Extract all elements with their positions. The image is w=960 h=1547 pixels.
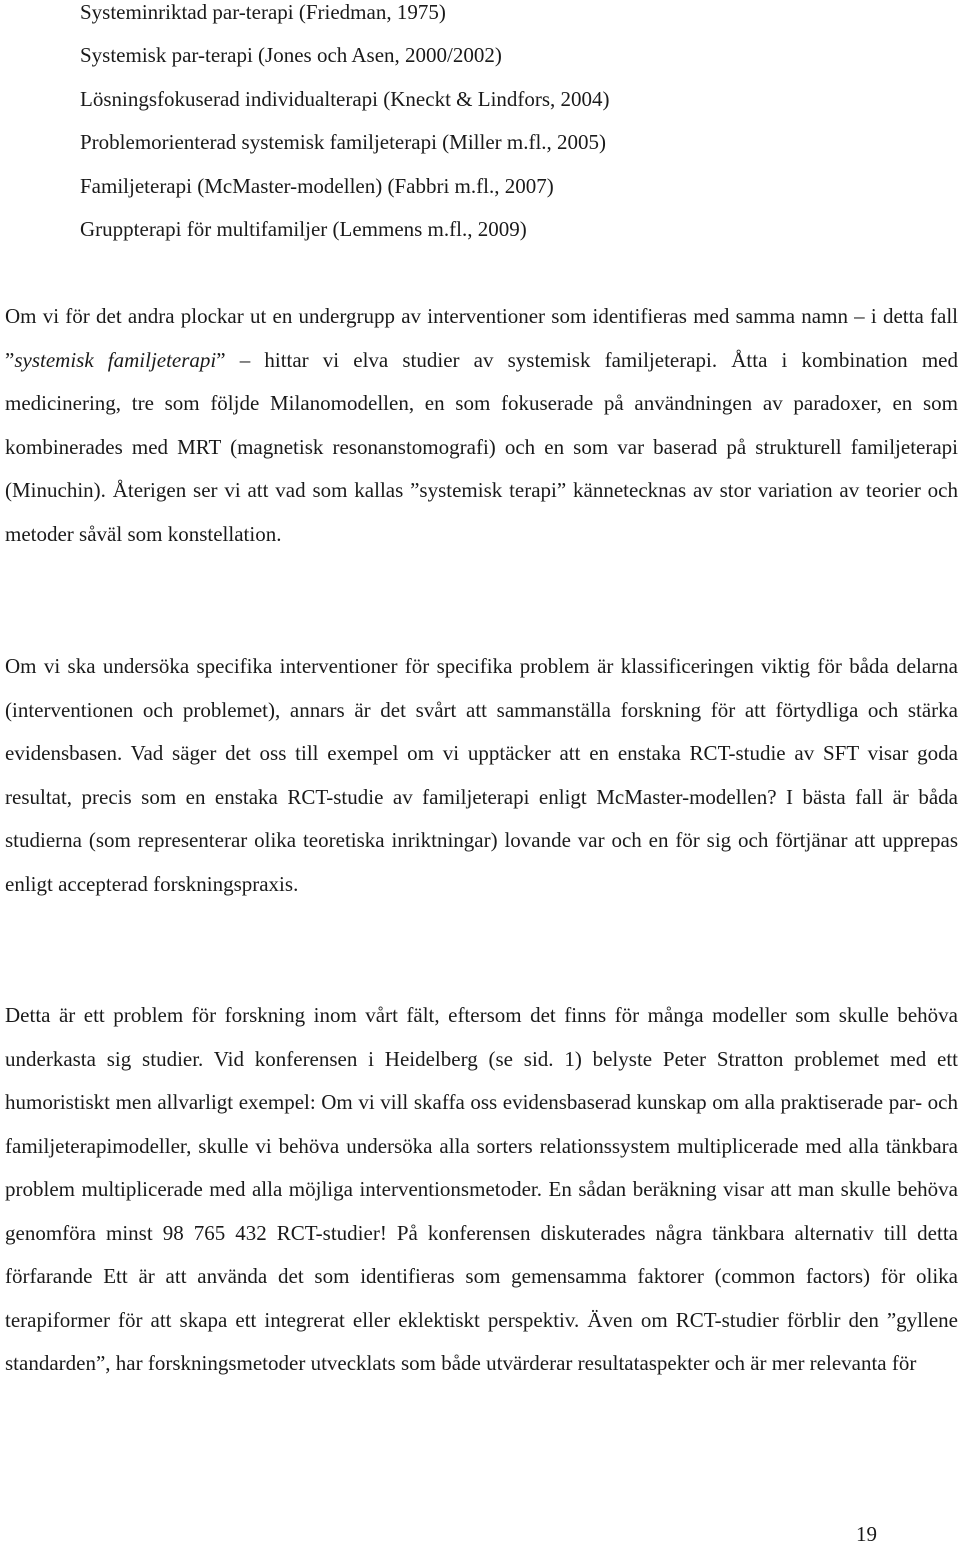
list-item: Systemisk par-terapi (Jones och Asen, 2000/2002)	[80, 43, 502, 68]
page-number: 19	[856, 1522, 877, 1546]
paragraph-research-problem: Detta är ett problem för forskning inom vårt fält, eftersom det finns för många modeller som skulle behöva underkasta sig studier. Vid konferensen i Heidelberg (se sid. 1) belyste Peter Stratton problemet med ett humoristiskt men allvarligt exempel: Om vi vill skaffa oss evidensbaserad kunskap om alla praktiserade par- och familjeterapimodeller, skulle vi behöva undersöka alla sorters relationssystem multiplicerade med alla tänkbara problem multiplicerade med alla möjliga interventionsmetoder. En sådan beräkning visar att man skulle behöva genomföra minst 98 765 432 RCT-studier! På konferensen diskuterades några tänkbara alternativ till detta förfarande Ett är att använda det som identifieras som gemensamma faktorer (common factors) för olika terapiformer för att skapa ett integrerat eller eklektiskt perspektiv. Även om RCT-studier förblir den ”gyllene standarden”, har forskningsmetoder utvecklats som både utvärderar resultataspekter och är mer relevanta för	[5, 1003, 958, 1375]
italic-term: systemisk familjeterapi	[14, 347, 217, 372]
paragraph-text: Om vi för det andra plockar ut en undergrupp av interventioner som identifieras med samma namn – i detta fall ”	[5, 304, 958, 372]
list-item: Gruppterapi för multifamiljer (Lemmens m.fl., 2009)	[80, 216, 527, 241]
paragraph-systemic-family-therapy	[5, 295, 958, 556]
list-item: Problemorienterad systemisk familjeterapi (Miller m.fl., 2005)	[80, 130, 607, 155]
list-item: Familjeterapi (McMaster-modellen) (Fabbri m.fl., 2007)	[80, 173, 554, 198]
paragraph-classification: Om vi ska undersöka specifika interventioner för specifika problem är klassificeringen viktig för båda delarna (interventionen och problemet), annars är det svårt att sammanställa forskning för att förtydliga och stärka evidensbasen. Vad säger det oss till exempel om vi upptäcker att en enstaka RCT-studie av SFT visar goda resultat, precis som en enstaka RCT-studie av familjeterapi enligt McMaster-modellen? I bästa fall är båda studierna (som representerar olika teoretiska inriktningar) lovande var och en för sig och förtjänar att upprepas enligt accepterad forskningspraxis.	[5, 654, 958, 896]
list-item: Systeminriktad par-terapi (Friedman, 1975)	[80, 0, 446, 24]
paragraph-text: ” – hittar vi elva studier av systemisk familjeterapi. Åtta i kombination med medicinering, tre som följde Milanomodellen, en som fokuserade på användningen av paradoxer, en som kombinerades med MRT (magnetisk resonanstomografi) och en som var baserad på strukturell familjeterapi (Minuchin). Återigen ser vi att vad som kallas ”systemisk terapi” kännetecknas av stor variation av teorier och metoder såväl som konstellation.	[5, 347, 958, 546]
list-item: Lösningsfokuserad individualterapi (Kneckt & Lindfors, 2004)	[80, 86, 610, 111]
therapy-reference-list	[80, 0, 940, 260]
